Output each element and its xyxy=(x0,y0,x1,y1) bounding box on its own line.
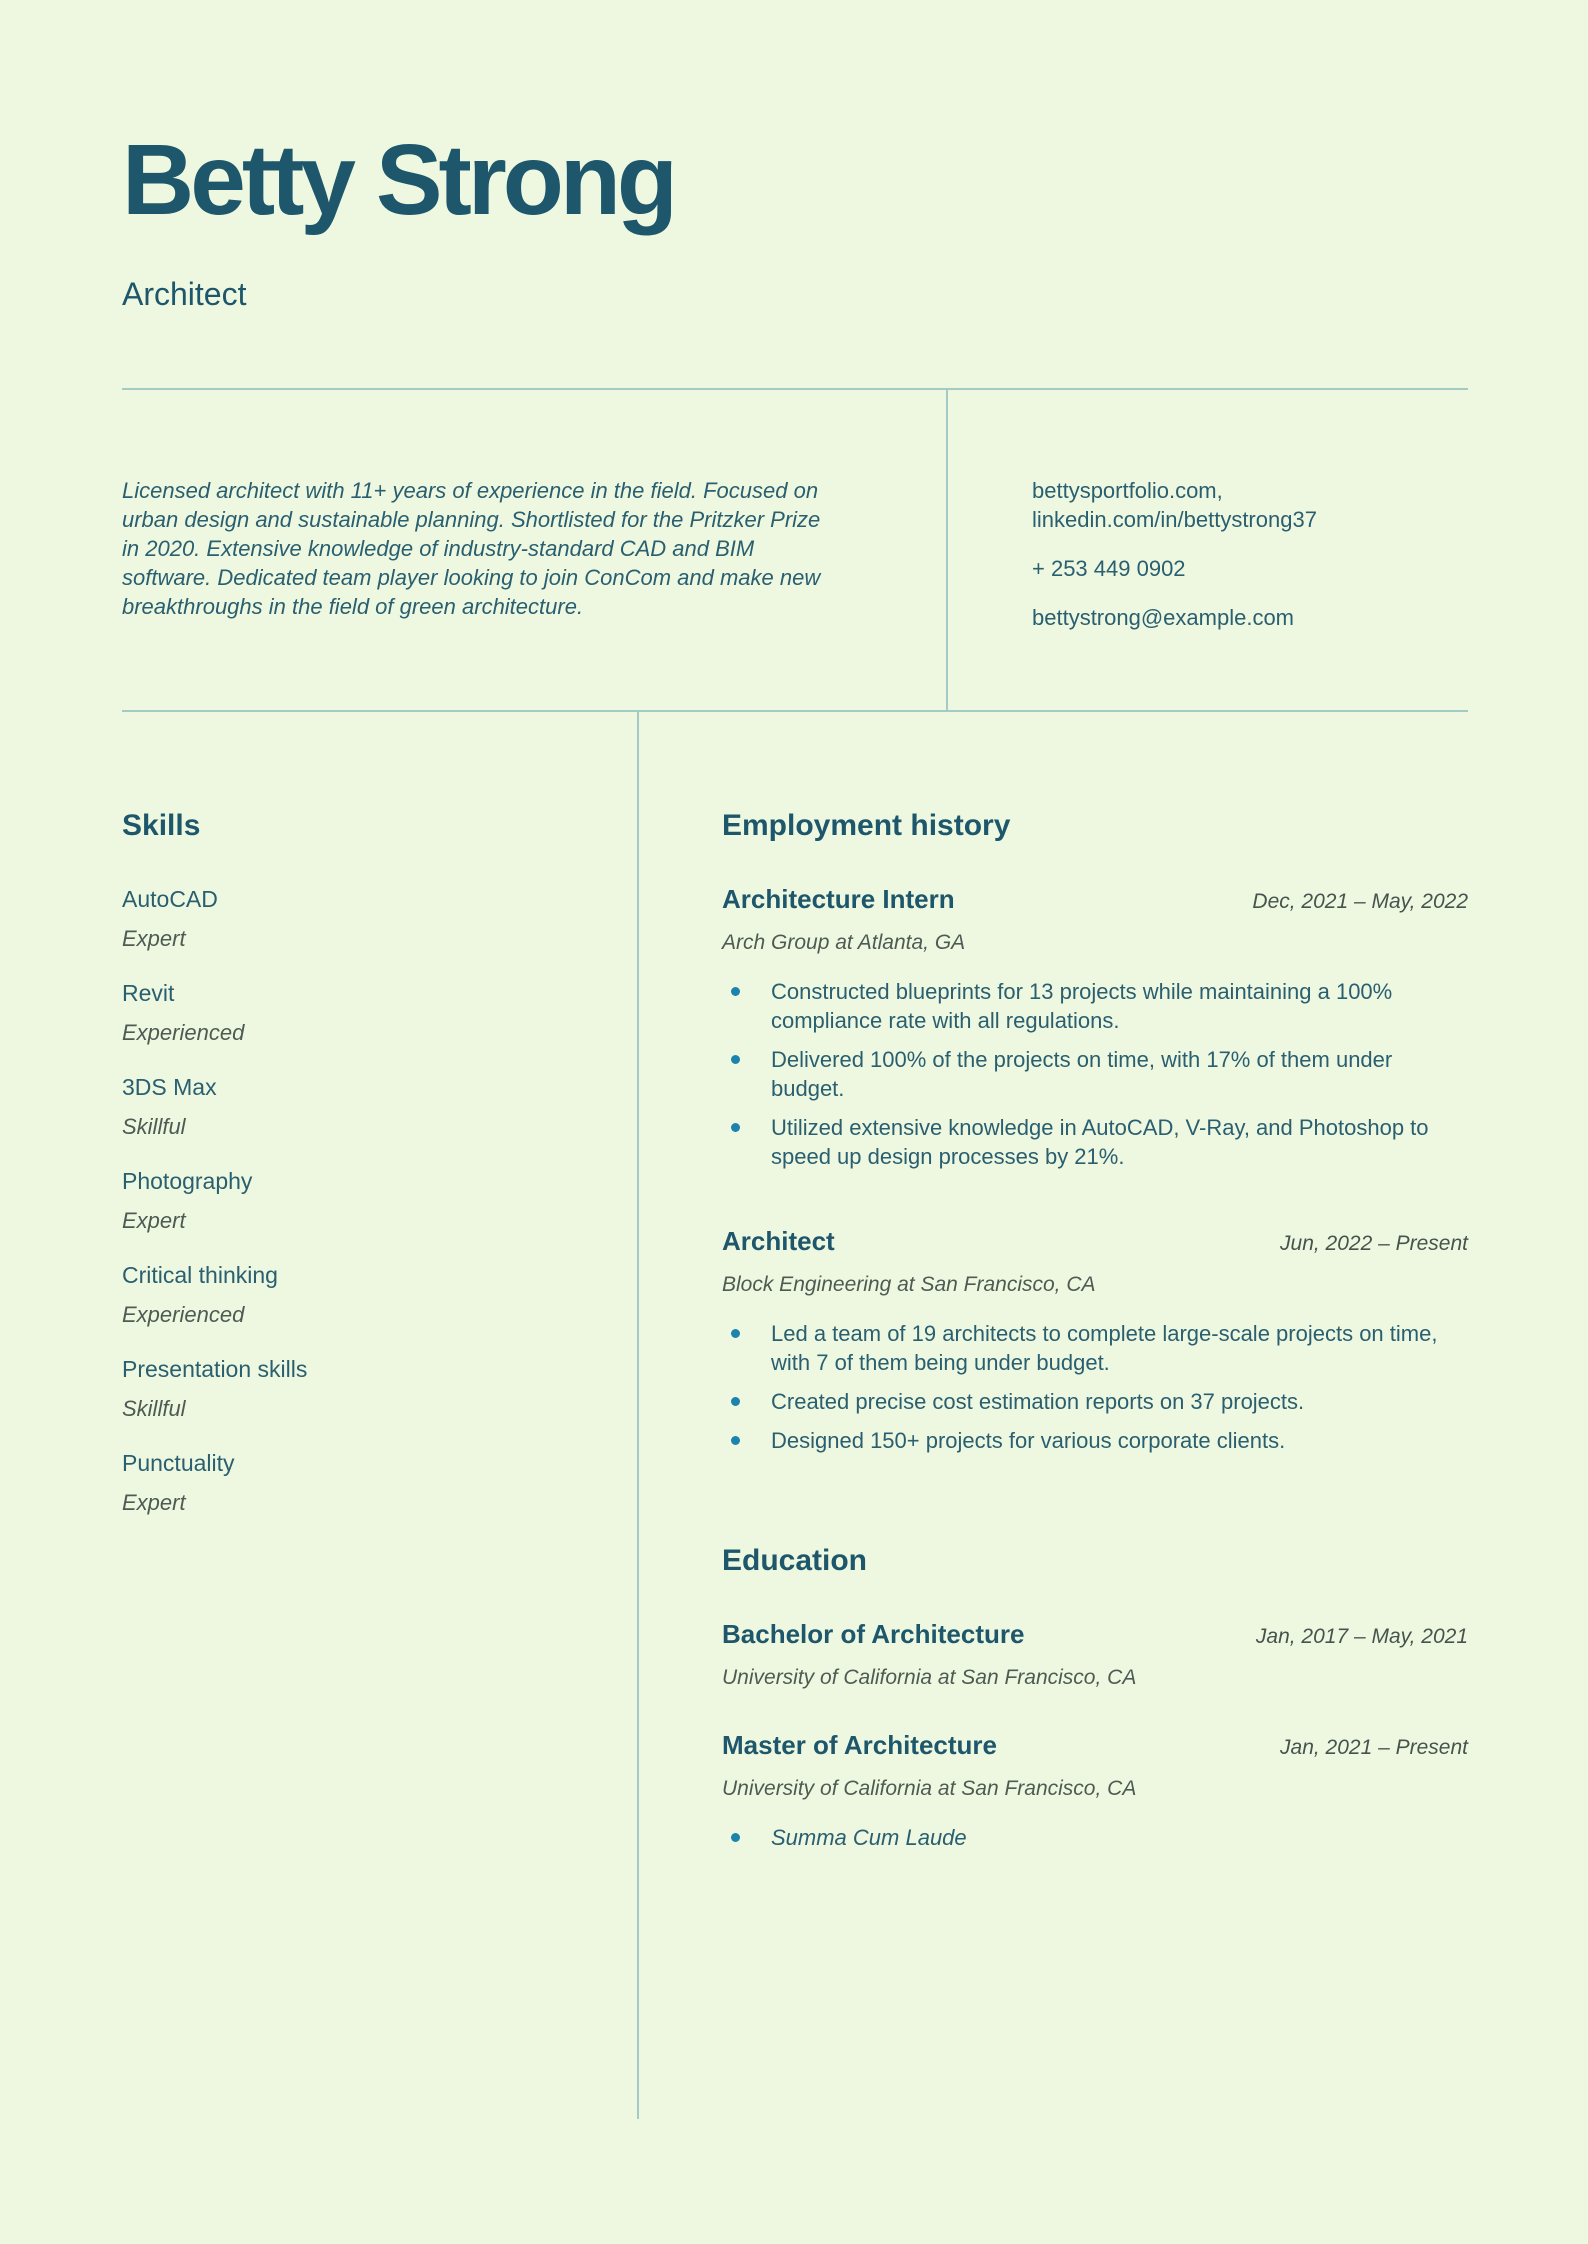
skill-name: AutoCAD xyxy=(122,886,218,912)
job-dates: Jun, 2022 – Present xyxy=(1280,1232,1468,1255)
degree-title: Bachelor of Architecture xyxy=(722,1619,1025,1649)
skill-level: Expert xyxy=(122,926,186,951)
job-entry xyxy=(722,1226,1468,1455)
job-title: Architecture Intern xyxy=(722,884,955,914)
job-company: Arch Group at Atlanta, GA xyxy=(722,931,966,954)
bullet-icon xyxy=(731,987,740,996)
job-company: Block Engineering at San Francisco, CA xyxy=(722,1273,1096,1296)
education-entry xyxy=(722,1619,1468,1690)
job-bullet-list xyxy=(722,1319,1468,1455)
bullet-text: Designed 150+ projects for various corporate clients. xyxy=(771,1428,1286,1453)
bullet-text: Created precise cost estimation reports on 37 projects. xyxy=(771,1389,1305,1414)
bullet-icon xyxy=(731,1329,740,1338)
skill-item xyxy=(122,1074,637,1140)
skill-level: Expert xyxy=(122,1208,186,1233)
bullet-text: Utilized extensive knowledge in AutoCAD, V-Ray, and Photoshop to speed up design processes by 21%. xyxy=(771,1115,1429,1169)
skill-name: Presentation skills xyxy=(122,1356,308,1382)
bullet-icon xyxy=(731,1436,740,1445)
skill-item xyxy=(122,1262,637,1328)
degree-dates: Jan, 2021 – Present xyxy=(1280,1736,1468,1759)
professional-summary: Licensed architect with 11+ years of experience in the field. Focused on urban design and sustainable planning. Shortlisted for the Pritzker Prize in 2020. Extensive knowledge of industry-standard CAD and BIM software. Dedicated team player looking to join ConCom and make new breakthroughs in the field of green architecture. xyxy=(122,478,821,619)
bullet-item xyxy=(722,1387,1468,1416)
job-bullet-list xyxy=(722,977,1468,1171)
education-entry xyxy=(722,1730,1468,1852)
bullet-item xyxy=(722,1319,1468,1377)
main-content-row xyxy=(122,712,1468,2119)
bullet-item xyxy=(722,1045,1468,1103)
email-address: bettystrong@example.com xyxy=(1032,605,1295,630)
skills-section xyxy=(122,712,639,2119)
bullet-item xyxy=(722,1823,1468,1852)
bullet-text: Summa Cum Laude xyxy=(771,1825,967,1850)
job-title: Architect xyxy=(722,1226,835,1256)
degree-school: University of California at San Francisco, CA xyxy=(722,1777,1137,1800)
job-dates: Dec, 2021 – May, 2022 xyxy=(1252,890,1468,913)
skill-level: Experienced xyxy=(122,1020,245,1045)
degree-title: Master of Architecture xyxy=(722,1730,997,1760)
skill-name: Photography xyxy=(122,1168,253,1194)
skill-name: Revit xyxy=(122,980,175,1006)
degree-dates: Jan, 2017 – May, 2021 xyxy=(1255,1625,1468,1648)
portfolio-link: bettysportfolio.com, xyxy=(1032,478,1223,503)
skill-item xyxy=(122,1450,637,1516)
job-entry-head xyxy=(722,1226,1468,1256)
bullet-text: Constructed blueprints for 13 projects while maintaining a 100% compliance rate with all regulations. xyxy=(771,979,1393,1033)
skill-item xyxy=(122,980,637,1046)
bullet-icon xyxy=(731,1055,740,1064)
job-entry xyxy=(722,884,1468,1171)
skill-level: Experienced xyxy=(122,1302,245,1327)
bullet-icon xyxy=(731,1833,740,1842)
bullet-icon xyxy=(731,1397,740,1406)
employment-heading: Employment history xyxy=(722,809,1011,842)
bullet-item xyxy=(722,1426,1468,1455)
phone-number: + 253 449 0902 xyxy=(1032,556,1186,581)
degree-school: University of California at San Francisco, CA xyxy=(722,1666,1137,1689)
bullet-text: Delivered 100% of the projects on time, with 17% of them under budget. xyxy=(771,1047,1393,1101)
person-job-title: Architect xyxy=(122,276,247,312)
bullet-item xyxy=(722,977,1468,1035)
skill-name: Punctuality xyxy=(122,1450,235,1476)
bullet-text: Led a team of 19 architects to complete large-scale projects on time, with 7 of them being under budget. xyxy=(771,1321,1438,1375)
main-column xyxy=(639,712,1468,2119)
skill-item xyxy=(122,1356,637,1422)
skills-heading: Skills xyxy=(122,809,201,842)
skill-item xyxy=(122,886,637,952)
education-entry-head xyxy=(722,1619,1468,1649)
summary-contact-row xyxy=(122,388,1468,712)
contact-block xyxy=(948,390,1468,710)
person-name: Betty Strong xyxy=(122,124,674,236)
skill-level: Skillful xyxy=(122,1114,186,1139)
education-entry-head xyxy=(722,1730,1468,1760)
header xyxy=(122,0,1468,312)
education-heading: Education xyxy=(722,1544,868,1577)
skill-name: Critical thinking xyxy=(122,1262,278,1288)
bullet-icon xyxy=(731,1123,740,1132)
summary-column xyxy=(122,390,948,710)
degree-bullet-list xyxy=(722,1823,1468,1852)
skill-level: Expert xyxy=(122,1490,186,1515)
skill-level: Skillful xyxy=(122,1396,186,1421)
skill-name: 3DS Max xyxy=(122,1074,217,1100)
skill-item xyxy=(122,1168,637,1234)
bullet-item xyxy=(722,1113,1468,1171)
job-entry-head xyxy=(722,884,1468,914)
linkedin-link: linkedin.com/in/bettystrong37 xyxy=(1032,507,1317,532)
contact-websites xyxy=(1032,476,1468,534)
